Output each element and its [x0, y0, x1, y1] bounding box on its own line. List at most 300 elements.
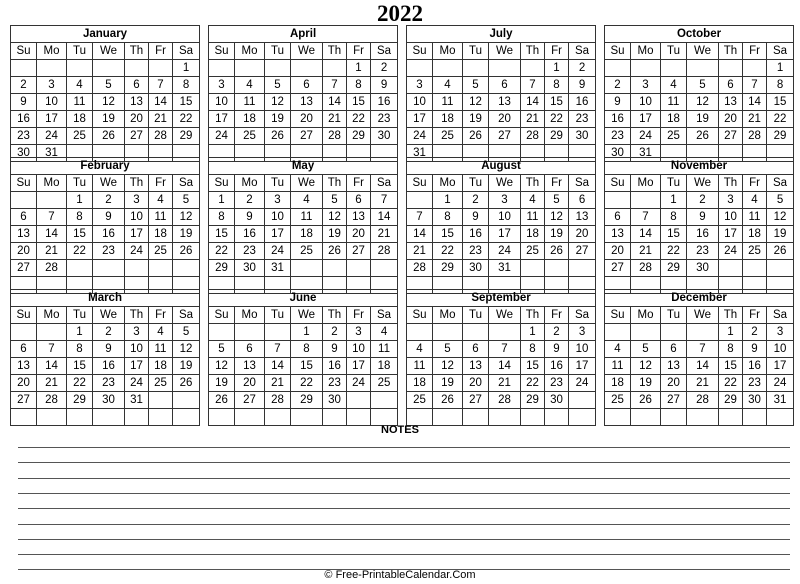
weekday-header: Sa [173, 175, 200, 192]
day-cell: 3 [569, 324, 596, 341]
day-cell: 24 [631, 128, 661, 145]
weekday-header: Mo [433, 307, 463, 324]
day-cell: 1 [661, 192, 687, 209]
note-line [18, 493, 790, 494]
day-cell: 1 [719, 324, 743, 341]
week-row [605, 128, 794, 145]
footer-credit: © Free-PrintableCalendar.Com [324, 569, 476, 581]
day-cell: 10 [125, 341, 149, 358]
day-cell: 2 [11, 77, 37, 94]
day-cell: 14 [37, 358, 67, 375]
week-row [605, 392, 794, 409]
day-cell: 21 [407, 243, 433, 260]
day-cell: 29 [661, 260, 687, 277]
day-cell: 23 [235, 243, 265, 260]
day-cell: 8 [767, 77, 794, 94]
day-cell: 12 [687, 94, 719, 111]
day-cell [433, 60, 463, 77]
note-line [18, 524, 790, 525]
day-cell: 16 [93, 358, 125, 375]
week-row [11, 226, 200, 243]
day-cell [743, 260, 767, 277]
day-cell: 30 [11, 145, 37, 162]
notes-title: NOTES [381, 424, 419, 436]
day-cell: 16 [687, 226, 719, 243]
day-cell: 31 [265, 260, 291, 277]
weekday-header: Su [605, 175, 631, 192]
day-cell: 10 [265, 209, 291, 226]
day-cell: 16 [323, 358, 347, 375]
day-cell: 25 [743, 243, 767, 260]
day-cell: 12 [93, 94, 125, 111]
day-cell: 10 [767, 341, 794, 358]
note-line [18, 508, 790, 509]
day-cell: 14 [149, 94, 173, 111]
day-cell: 12 [173, 209, 200, 226]
day-cell: 6 [11, 341, 37, 358]
day-cell: 22 [173, 111, 200, 128]
day-cell [67, 60, 93, 77]
day-cell: 21 [489, 375, 521, 392]
day-cell [11, 60, 37, 77]
weekday-header: Su [11, 175, 37, 192]
day-cell: 15 [173, 94, 200, 111]
day-cell: 20 [661, 375, 687, 392]
day-cell [521, 60, 545, 77]
day-cell: 21 [631, 243, 661, 260]
day-cell: 7 [489, 341, 521, 358]
day-cell: 3 [719, 192, 743, 209]
weekday-header: Sa [767, 175, 794, 192]
day-cell: 9 [687, 209, 719, 226]
day-cell: 2 [569, 60, 596, 77]
day-cell [265, 60, 291, 77]
week-row [11, 392, 200, 409]
weekday-header: Tu [661, 43, 687, 60]
day-cell: 22 [67, 243, 93, 260]
week-row [209, 324, 398, 341]
weekday-header: Su [407, 307, 433, 324]
day-cell: 5 [93, 77, 125, 94]
weekday-header: Fr [347, 175, 371, 192]
month-name: February [11, 158, 200, 175]
week-row [209, 94, 398, 111]
day-cell: 5 [173, 324, 200, 341]
day-cell: 7 [37, 341, 67, 358]
day-cell [463, 60, 489, 77]
day-cell: 25 [291, 243, 323, 260]
day-cell: 11 [605, 358, 631, 375]
day-cell: 8 [433, 209, 463, 226]
day-cell [149, 60, 173, 77]
week-row [407, 60, 596, 77]
month-may [208, 157, 397, 294]
day-cell: 3 [37, 77, 67, 94]
day-cell: 10 [125, 209, 149, 226]
day-cell: 23 [743, 375, 767, 392]
weekday-header: Th [521, 307, 545, 324]
week-row [209, 192, 398, 209]
day-cell: 3 [125, 324, 149, 341]
day-cell: 6 [569, 192, 596, 209]
week-row [209, 209, 398, 226]
day-cell: 10 [37, 94, 67, 111]
week-row [407, 77, 596, 94]
day-cell: 20 [569, 226, 596, 243]
day-cell: 30 [545, 392, 569, 409]
day-cell: 2 [93, 192, 125, 209]
day-cell [463, 324, 489, 341]
weekday-header: Su [209, 43, 235, 60]
day-cell: 3 [265, 192, 291, 209]
day-cell [265, 324, 291, 341]
week-row [11, 324, 200, 341]
day-cell: 27 [347, 243, 371, 260]
day-cell: 11 [235, 94, 265, 111]
day-cell: 2 [463, 192, 489, 209]
weekday-header: Th [521, 175, 545, 192]
week-row [209, 226, 398, 243]
day-cell [605, 192, 631, 209]
week-row [209, 111, 398, 128]
day-cell [347, 392, 371, 409]
day-cell: 23 [93, 375, 125, 392]
day-cell: 30 [93, 392, 125, 409]
day-cell: 4 [605, 341, 631, 358]
day-cell: 18 [743, 226, 767, 243]
weekday-header: Th [719, 175, 743, 192]
day-cell: 19 [265, 111, 291, 128]
day-cell: 31 [37, 145, 67, 162]
note-line [18, 478, 790, 479]
day-cell: 31 [767, 392, 794, 409]
week-row [407, 260, 596, 277]
day-cell [93, 60, 125, 77]
day-cell: 31 [407, 145, 433, 162]
weekday-header: Mo [37, 175, 67, 192]
week-row [605, 192, 794, 209]
weekday-header: Su [11, 307, 37, 324]
day-cell: 7 [149, 77, 173, 94]
weekday-header: Tu [463, 43, 489, 60]
month-name: September [407, 290, 596, 307]
day-cell: 4 [291, 192, 323, 209]
day-cell: 7 [521, 77, 545, 94]
week-row [407, 392, 596, 409]
day-cell: 19 [323, 226, 347, 243]
day-cell: 6 [661, 341, 687, 358]
day-cell: 1 [209, 192, 235, 209]
day-cell: 11 [371, 341, 398, 358]
day-cell: 30 [687, 260, 719, 277]
day-cell: 28 [407, 260, 433, 277]
day-cell: 12 [323, 209, 347, 226]
day-cell: 15 [433, 226, 463, 243]
day-cell: 19 [463, 111, 489, 128]
weekday-header: We [93, 307, 125, 324]
week-row [605, 324, 794, 341]
day-cell: 17 [489, 226, 521, 243]
day-cell: 16 [605, 111, 631, 128]
week-row [605, 77, 794, 94]
day-cell: 5 [209, 341, 235, 358]
day-cell [125, 260, 149, 277]
day-cell: 26 [545, 243, 569, 260]
day-cell: 22 [661, 243, 687, 260]
day-cell: 24 [719, 243, 743, 260]
day-cell: 14 [407, 226, 433, 243]
day-cell: 21 [371, 226, 398, 243]
weekday-header: Th [125, 175, 149, 192]
day-cell: 23 [545, 375, 569, 392]
day-cell: 11 [661, 94, 687, 111]
day-cell: 19 [545, 226, 569, 243]
day-cell: 24 [125, 375, 149, 392]
day-cell: 20 [11, 375, 37, 392]
week-row [605, 94, 794, 111]
day-cell: 17 [407, 111, 433, 128]
day-cell: 7 [37, 209, 67, 226]
day-cell: 22 [545, 111, 569, 128]
day-cell: 6 [235, 341, 265, 358]
day-cell [545, 260, 569, 277]
day-cell: 11 [291, 209, 323, 226]
week-row [407, 358, 596, 375]
day-cell: 30 [743, 392, 767, 409]
day-cell: 29 [173, 128, 200, 145]
day-cell: 5 [433, 341, 463, 358]
week-row [605, 226, 794, 243]
day-cell: 28 [37, 260, 67, 277]
month-name: June [209, 290, 398, 307]
day-cell: 3 [631, 77, 661, 94]
day-cell [37, 192, 67, 209]
day-cell [605, 60, 631, 77]
day-cell: 5 [687, 77, 719, 94]
week-row [407, 128, 596, 145]
day-cell: 25 [661, 128, 687, 145]
day-cell: 22 [67, 375, 93, 392]
day-cell: 14 [743, 94, 767, 111]
day-cell: 13 [291, 94, 323, 111]
day-cell: 14 [489, 358, 521, 375]
day-cell: 10 [719, 209, 743, 226]
day-cell: 25 [521, 243, 545, 260]
month-name: October [605, 26, 794, 43]
day-cell: 20 [125, 111, 149, 128]
week-row [11, 192, 200, 209]
day-cell: 19 [433, 375, 463, 392]
day-cell: 25 [371, 375, 398, 392]
weekday-header: Fr [743, 175, 767, 192]
day-cell: 5 [173, 192, 200, 209]
month-february [10, 157, 199, 294]
weekday-header: Fr [545, 43, 569, 60]
day-cell: 15 [209, 226, 235, 243]
note-line [18, 462, 790, 463]
day-cell: 24 [265, 243, 291, 260]
day-cell: 24 [37, 128, 67, 145]
day-cell: 6 [463, 341, 489, 358]
week-row [407, 375, 596, 392]
day-cell [209, 324, 235, 341]
weekday-header: Fr [545, 175, 569, 192]
week-row [407, 192, 596, 209]
day-cell [631, 192, 661, 209]
day-cell: 16 [569, 94, 596, 111]
day-cell: 6 [125, 77, 149, 94]
day-cell: 1 [521, 324, 545, 341]
weekday-header: We [291, 307, 323, 324]
day-cell: 18 [605, 375, 631, 392]
day-cell: 30 [235, 260, 265, 277]
day-cell: 31 [631, 145, 661, 162]
note-line [18, 447, 790, 448]
day-cell [631, 324, 661, 341]
day-cell: 7 [371, 192, 398, 209]
week-row [11, 341, 200, 358]
weekday-header: Mo [37, 307, 67, 324]
day-cell: 15 [767, 94, 794, 111]
day-cell [489, 324, 521, 341]
weekday-header: Mo [235, 43, 265, 60]
weekday-header: Th [323, 175, 347, 192]
day-cell [687, 60, 719, 77]
weekday-header: Fr [149, 307, 173, 324]
day-cell [719, 60, 743, 77]
day-cell [235, 60, 265, 77]
day-cell: 4 [67, 77, 93, 94]
month-december [604, 289, 793, 426]
weekday-header: Th [719, 43, 743, 60]
week-row [605, 60, 794, 77]
day-cell: 3 [767, 324, 794, 341]
day-cell: 29 [347, 128, 371, 145]
day-cell: 24 [347, 375, 371, 392]
day-cell: 15 [719, 358, 743, 375]
day-cell: 17 [265, 226, 291, 243]
day-cell: 4 [371, 324, 398, 341]
week-row [11, 94, 200, 111]
day-cell [407, 60, 433, 77]
day-cell: 12 [631, 358, 661, 375]
week-row [11, 358, 200, 375]
day-cell: 4 [407, 341, 433, 358]
day-cell: 18 [521, 226, 545, 243]
day-cell: 27 [11, 392, 37, 409]
day-cell: 14 [323, 94, 347, 111]
week-row [407, 324, 596, 341]
day-cell: 6 [291, 77, 323, 94]
weekday-header: Sa [173, 307, 200, 324]
week-row [407, 209, 596, 226]
weekday-header: Tu [265, 175, 291, 192]
day-cell [323, 60, 347, 77]
day-cell: 10 [347, 341, 371, 358]
day-cell: 7 [323, 77, 347, 94]
day-cell: 27 [719, 128, 743, 145]
day-cell: 2 [235, 192, 265, 209]
day-cell: 5 [323, 192, 347, 209]
day-cell: 8 [67, 341, 93, 358]
day-cell: 3 [489, 192, 521, 209]
day-cell: 11 [743, 209, 767, 226]
day-cell: 18 [149, 226, 173, 243]
day-cell: 19 [631, 375, 661, 392]
week-row [11, 77, 200, 94]
weekday-header: Su [605, 43, 631, 60]
week-row [209, 392, 398, 409]
weekday-header: Fr [743, 43, 767, 60]
day-cell: 19 [93, 111, 125, 128]
day-cell: 24 [209, 128, 235, 145]
day-cell: 6 [11, 209, 37, 226]
weekday-header: Fr [149, 43, 173, 60]
day-cell: 12 [209, 358, 235, 375]
weekday-header: Su [407, 43, 433, 60]
day-cell: 1 [347, 60, 371, 77]
week-row [11, 375, 200, 392]
weekday-header: Tu [67, 175, 93, 192]
day-cell: 2 [371, 60, 398, 77]
week-row [605, 209, 794, 226]
day-cell: 25 [433, 128, 463, 145]
day-cell: 2 [605, 77, 631, 94]
day-cell: 21 [743, 111, 767, 128]
weekday-header: Sa [767, 43, 794, 60]
day-cell [521, 260, 545, 277]
week-row [407, 341, 596, 358]
month-june [208, 289, 397, 426]
day-cell: 13 [489, 94, 521, 111]
day-cell: 29 [521, 392, 545, 409]
day-cell: 6 [489, 77, 521, 94]
day-cell: 28 [371, 243, 398, 260]
day-cell: 22 [521, 375, 545, 392]
day-cell: 28 [323, 128, 347, 145]
day-cell: 9 [11, 94, 37, 111]
month-name: April [209, 26, 398, 43]
month-july [406, 25, 595, 162]
day-cell: 16 [93, 226, 125, 243]
weekday-header: Fr [347, 43, 371, 60]
day-cell: 22 [291, 375, 323, 392]
day-cell [569, 260, 596, 277]
weekday-header: We [291, 43, 323, 60]
day-cell: 4 [521, 192, 545, 209]
day-cell: 16 [235, 226, 265, 243]
day-cell: 29 [545, 128, 569, 145]
day-cell: 7 [407, 209, 433, 226]
weekday-header: We [93, 43, 125, 60]
day-cell: 3 [209, 77, 235, 94]
day-cell: 25 [407, 392, 433, 409]
day-cell: 22 [719, 375, 743, 392]
day-cell: 27 [569, 243, 596, 260]
day-cell: 26 [631, 392, 661, 409]
day-cell: 22 [433, 243, 463, 260]
month-september [406, 289, 595, 426]
day-cell: 12 [173, 341, 200, 358]
day-cell: 26 [209, 392, 235, 409]
day-cell [661, 324, 687, 341]
day-cell: 20 [347, 226, 371, 243]
weekday-header: Tu [463, 175, 489, 192]
day-cell: 26 [687, 128, 719, 145]
day-cell [67, 260, 93, 277]
weekday-header: Mo [631, 307, 661, 324]
day-cell: 26 [433, 392, 463, 409]
